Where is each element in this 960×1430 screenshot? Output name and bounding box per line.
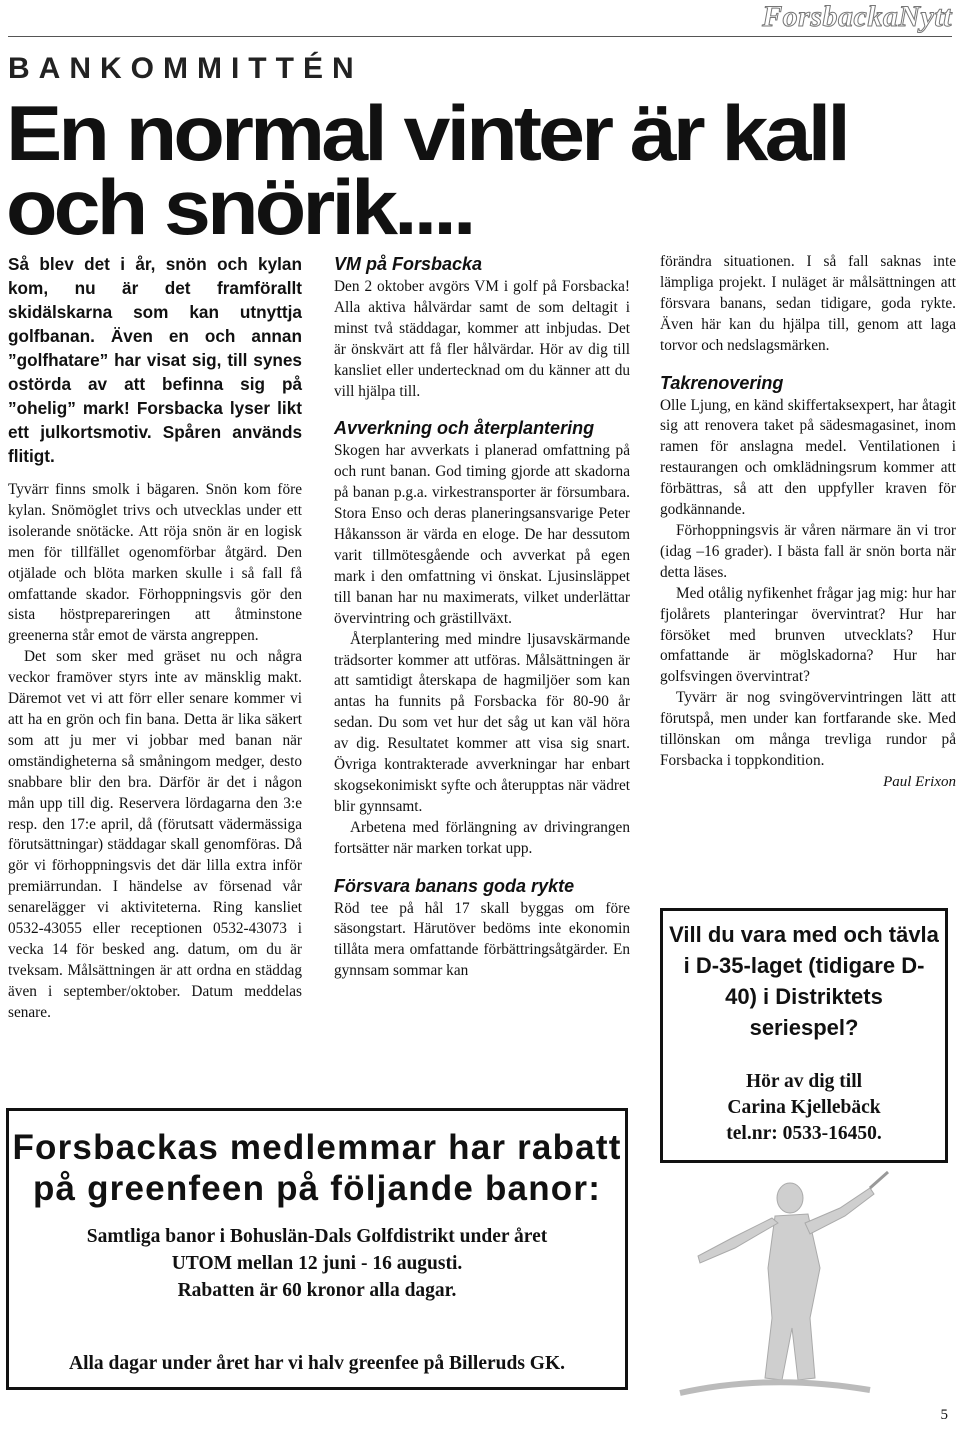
column-2 <box>334 252 630 982</box>
signature: Paul Erixon <box>883 773 956 790</box>
ad-contact-line-1: Hör av dig till <box>745 1071 863 1092</box>
section-label: BANKOMMITTÉN <box>8 52 363 85</box>
page-number: 5 <box>940 1407 948 1423</box>
headline-line-1: En normal vinter är kall <box>6 89 847 177</box>
paragraph: Olle Ljung, en känd skiffertaksexpert, har åtagit sig att renovera taket på sädesmagasinet, inom ramen för anslagna medel. Ventilationen i restaurangen och omklädningsrum kommer att förbättras, så att den uppfyller kraven för godkännande. <box>660 396 956 519</box>
ad-title: Vill du vara med och tävla i D-35-laget (tidigare D-40) i Distriktets seriespel? <box>669 922 939 1040</box>
ad-contact-name: Carina Kjellebäck <box>727 1097 881 1118</box>
subheading-forsvara: Försvara banans goda rykte <box>334 875 575 896</box>
headline <box>6 89 847 251</box>
ad-contact-phone: tel.nr: 0533-16450. <box>726 1123 882 1144</box>
paragraph: Förhoppningsvis är våren närmare än vi tror (idag –16 grader). I bästa fall är snön borta när detta läses. <box>660 521 956 581</box>
paragraph: förändra situationen. I så fall saknas inte lämpliga projekt. I nuläget är målsättningen att försvara banans, sedan tidigare, goda rykte. Även här kan du hjälpa till, genom att laga torvor och nedslagsmärken. <box>660 253 956 354</box>
paragraph: Det som sker med gräset nu och några veckor framöver styrs inte av mänsklig makt. Däremot vet vi att förr eller senare kommer vi att ha en grön och fin bana. Detta är lika säkert som att ju mer vi jobbar med banan när omständigheterna så småningom medger, desto snabbare blir den bra. Därför är det i någon mån upp till dig. Reservera lördagarna den 3:e resp. den 17:e april, då (förutsatt vädermässiga förutsättningar) städdagar skall genomföras. Då gör vi förhoppningsvis det där lilla extra inför premiärrundan. I händelse av försenad vår senarelägger vi aktiviteterna. Ring kansliet 0532-43055 eller receptionen 0532-43073 i vecka 14 för besked ang. datum, om du är tveksam. Målsättningen är att ordna en städdag även i september/oktober. Datum meddelas senare. <box>8 648 302 1021</box>
discount-line-2: UTOM mellan 12 juni - 16 augusti. <box>171 1253 463 1274</box>
column-3 <box>660 252 956 793</box>
discount-footer: Alla dagar under året har vi halv greenfee på Billeruds GK. <box>68 1353 565 1374</box>
paragraph: Den 2 oktober avgörs VM i golf på Forsbacka! Alla aktiva hålvärdar samt de som deltagit i minst två städdagar, kommer att inbjudas. Det är önskvärt att få fler hålvärdar. Hör av dig till kansliet eller undertecknad om du känner att du vill hjälpa till. <box>334 278 630 400</box>
paragraph: Tyvärr är nog svingövervintringen lätt att förutspå, men under kan fortfarande ske. Med tillönskan om många trevliga rundor på Forsbacka i toppkondition. <box>660 689 956 769</box>
subheading-vm: VM på Forsbacka <box>334 254 483 274</box>
discount-body <box>9 1223 625 1304</box>
team-ad-box <box>660 908 948 1163</box>
discount-line-3: Rabatten är 60 kronor alla dagar. <box>177 1280 457 1301</box>
golfer-illustration-icon <box>640 1168 890 1408</box>
subheading-takrenovering: Takrenovering <box>660 372 784 393</box>
discount-line-1: Samtliga banor i Bohuslän-Dals Golfdistrikt under året <box>86 1226 548 1247</box>
headline-line-2: och snörik.... <box>6 163 473 251</box>
masthead-rule <box>8 36 952 37</box>
discount-box <box>6 1108 628 1390</box>
paragraph: Skogen har avverkats i planerad omfattning på och runt banan. God timing gjorde att skadorna på banan p.g.a. virkestransporter är försumbara. Stora Enso och deras planeringsansvarige Peter Håkansson är värda en eloge. De har dessutom varit tillmötesgående och avverkat på egen mark i den omfattning vi önskat. Ljusinsläppet till banan har nu maximerats, vilket underlättar övervintring och grästillväxt. <box>334 442 630 627</box>
paragraph: Tyvärr finns smolk i bägaren. Snön kom före kylan. Snömöglet trivs och utvecklas under ett isolerande snötäcke. Att röja snön är en logisk men för tillfället ogenomförbar åtgärd. Den otjälade och blöta marken skulle i så fall få omfattande skador. Förhoppningsvis gör den sista höstprepareringen att åtminstone greenerna står emot de värsta angreppen. <box>8 481 302 645</box>
discount-title: Forsbackas medlemmar har rabatt på greenfeen på följande banor: <box>12 1128 622 1208</box>
lead-paragraph: Så blev det i år, snön och kylan kom, nu är det framförallt skidälskarna som kan utnyttja golfbanan. Även en och annan ”golfhatare” har visat sig, till synes ostörda av att befinna sig på ”ohelig” mark! Forsbacka lyser likt ett julkortsmotiv. Spåren används flitigt. <box>8 254 302 466</box>
paragraph: Arbetena med förlängning av drivingrangen fortsätter när marken torkat upp. <box>334 818 630 857</box>
paragraph: Röd tee på hål 17 skall byggas om före säsongstart. Härutöver bedöms inte ekonomin tillåta mera omfattande förbättringsåtgärder. En gynnsam sommar kan <box>334 899 630 980</box>
column-1 <box>8 252 302 1024</box>
ad-contact <box>663 1069 945 1147</box>
masthead: ForsbackaNytt <box>762 0 952 33</box>
subheading-avverkning: Avverkning och återplantering <box>334 418 595 439</box>
paragraph: Återplantering med mindre ljusavskärmande trädsorter kommer att utföras. Målsättningen är att samtidigt återskapa de hagmiljöer som kan antas ha funnits på Forsbacka för 80-90 år sedan. Du som vet hur det såg ut kan väl höra av dig. Resultatet kommer att visa sig snart. Övriga kontrakterade avverkningar har enbart skogsekonimiskt syfte och återupptas när vädret blir gynnsamt. <box>334 630 630 815</box>
paragraph: Med otålig nyfikenhet frågar jag mig: hur har fjolårets planteringar övervintrat? Hur har försöket med brunven utvecklats? Hur omfattande är möglskadorna? Hur har golfsvingen övervintrat? <box>660 584 956 686</box>
